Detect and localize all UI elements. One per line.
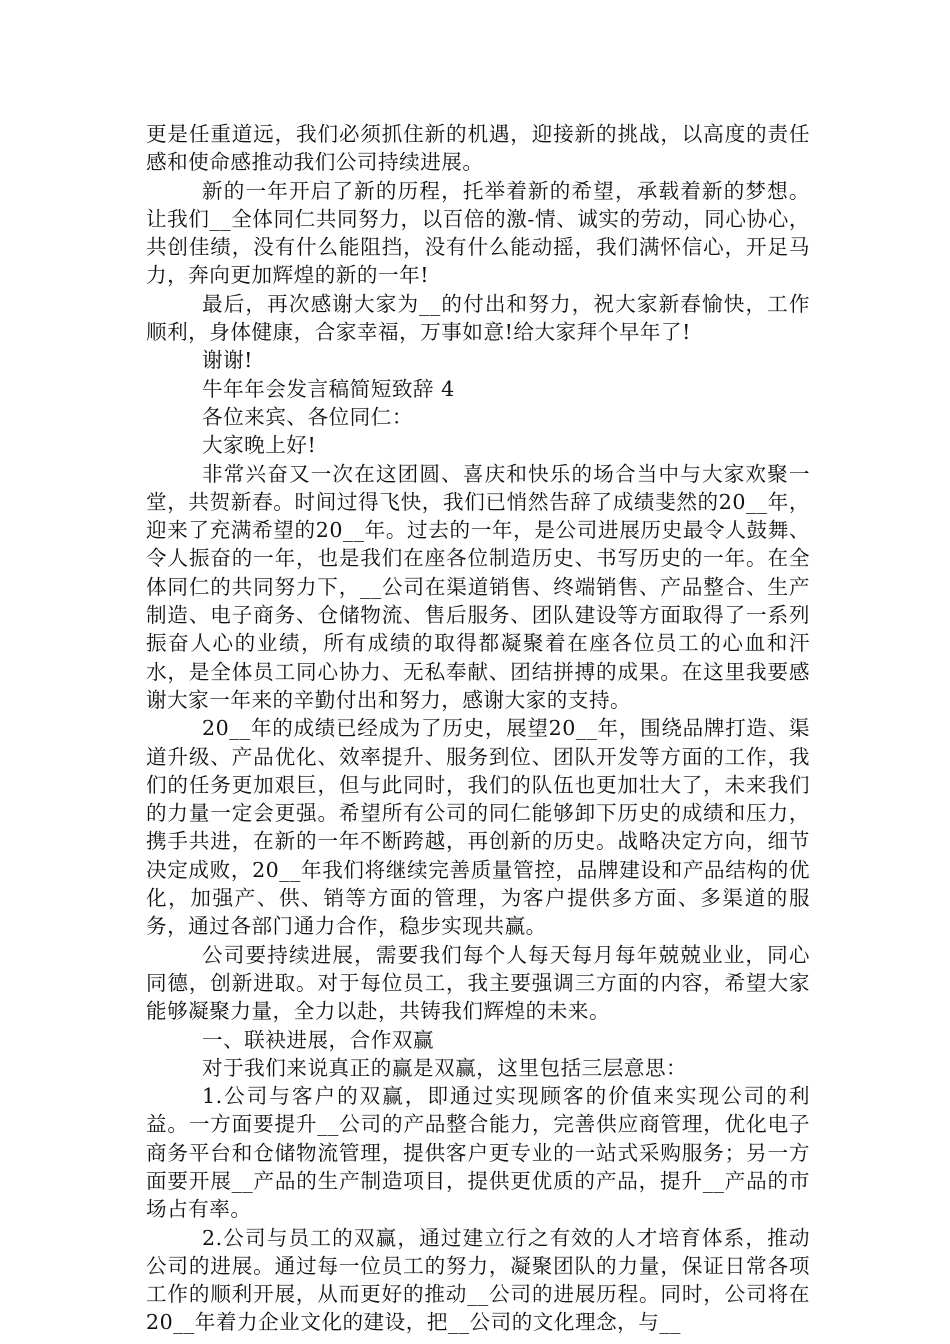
paragraph-development: 公司要持续进展，需要我们每个人每天每月每年兢兢业业，同心同德，创新进取。对于每位员工，我主要强调三方面的内容，希望大家能够凝聚力量，全力以赴，共铸我们辉煌的未来。	[146, 942, 810, 1024]
salutation: 各位来宾、各位同仁：	[202, 404, 413, 429]
list-item-employee: 2.公司与员工的双赢，通过建立行之有效的人才培育体系，推动公司的进展。通过每一位员工的努力，凝聚团队的力量，保证日常各项工作的顺利开展，从而更好的推动__公司的进展历程。同时，公司将在20__年着力企业文化的建设，把__公司的文化理念，与__	[146, 1225, 810, 1335]
list-item-customer: 1.公司与客户的双赢，即通过实现顾客的价值来实现公司的利益。一方面要提升__公司的产品整合能力，完善供应商管理，优化电子商务平台和仓储物流管理，提供客户更专业的一站式采购服务；另一方面要开展__产品的生产制造项目，提供更优质的产品，提升__产品的市场占有率。	[146, 1084, 810, 1222]
greeting: 大家晚上好!	[202, 433, 317, 458]
document-body	[146, 120, 810, 1337]
paragraph-outlook: 20__年的成绩已经成为了历史，展望20__年，围绕品牌打造、渠道升级、产品优化、效率提升、服务到位、团队开发等方面的工作，我们的任务更加艰巨，但与此同时，我们的队伍也更加壮大了，未来我们的力量一定会更强。希望所有公司的同仁能够卸下历史的成绩和压力，携手共进，在新的一年不断跨越，再创新的历史。战略决定方向，细节决定成败，20__年我们将继续完善质量管控，品牌建设和产品结构的优化，加强产、供、销等方面的管理，为客户提供多方面、多渠道的服务，通过各部门通力合作，稳步实现共赢。	[146, 716, 810, 939]
subheading-win-win: 一、联袂进展，合作双赢	[202, 1027, 435, 1052]
paragraph-continuation: 更是任重道远，我们必须抓住新的机遇，迎接新的挑战，以高度的责任感和使命感推动我们公司持续进展。	[146, 122, 810, 175]
paragraph-three-meanings: 对于我们来说真正的赢是双赢，这里包括三层意思：	[202, 1055, 688, 1080]
section-heading: 牛年年会发言稿简短致辞 4	[202, 376, 455, 401]
paragraph-thanks: 谢谢!	[202, 348, 253, 373]
paragraph-review: 非常兴奋又一次在这团圆、喜庆和快乐的场合当中与大家欢聚一堂，共贺新春。时间过得飞快，我们已悄然告辞了成绩斐然的20__年，迎来了充满希望的20__年。过去的一年，是公司进展历史最令人鼓舞、令人振奋的一年，也是我们在座各位制造历史、书写历史的一年。在全体同仁的共同努力下，__公司在渠道销售、终端销售、产品整合、生产制造、电子商务、仓储物流、售后服务、团队建设等方面取得了一系列振奋人心的业绩，所有成绩的取得都凝聚着在座各位员工的心血和汗水，是全体员工同心协力、无私奉献、团结拼搏的成果。在这里我要感谢大家一年来的辛勤付出和努力，感谢大家的支持。	[146, 461, 810, 712]
paragraph-closing-wishes: 最后，再次感谢大家为__的付出和努力，祝大家新春愉快，工作顺利，身体健康，合家幸福，万事如意!给大家拜个早年了!	[146, 291, 810, 345]
paragraph-new-year: 新的一年开启了新的历程，托举着新的希望，承载着新的梦想。让我们__全体同仁共同努力，以百倍的激-情、诚实的劳动，同心协心，共创佳绩，没有什么能阻挡，没有什么能动摇，我们满怀信心，开足马力，奔向更加辉煌的新的一年!	[146, 178, 810, 288]
